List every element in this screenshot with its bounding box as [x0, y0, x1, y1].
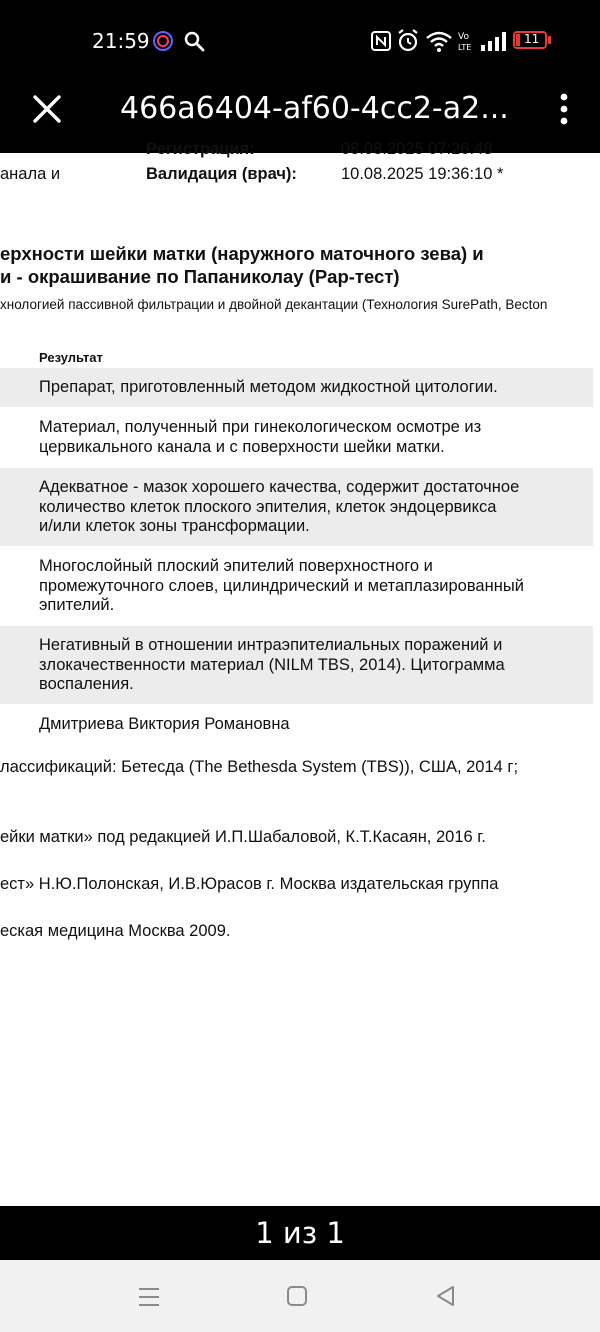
result-line: Негативный в отношении интраэпителиальных поражений и — [39, 636, 503, 654]
result-line: Адекватное - мазок хорошего качества, содержит достаточное — [39, 478, 520, 496]
document-title: 466a6404-af60-4cc2-a2... — [120, 91, 509, 126]
validation-value: 10.08.2025 19:36:10 * — [341, 165, 504, 183]
result-row — [39, 378, 584, 398]
signal-icon — [480, 28, 506, 54]
vpn-app-icon — [152, 30, 174, 52]
svg-text:Vo: Vo — [458, 32, 469, 42]
reference-line: ест» Н.Ю.Полонская, И.В.Юрасов г. Москва издательская группа — [0, 875, 499, 893]
left-fragment: анала и — [0, 165, 61, 183]
result-row — [39, 715, 584, 735]
result-line: Препарат, приготовленный методом жидкостной цитологии. — [39, 378, 498, 396]
nfc-icon — [370, 28, 392, 54]
document-page[interactable] — [0, 140, 600, 1206]
test-subtitle: хнологией пассивной фильтрации и двойной декантации (Технология SurePath, Becton — [0, 297, 548, 312]
validation-label: Валидация (врач): — [146, 165, 297, 183]
status-time: 21:59 — [92, 29, 150, 53]
result-line: воспаления. — [39, 675, 134, 693]
alarm-icon — [396, 28, 420, 54]
more-vert-icon[interactable] — [554, 92, 574, 126]
result-line: злокачественности материал (NILM TBS, 2014). Цитограмма — [39, 655, 505, 674]
result-header: Результат — [39, 350, 103, 365]
reference-line: лассификаций: Бетесда (The Bethesda System (TBS)), США, 2014 г; — [0, 758, 519, 776]
battery-icon — [513, 31, 547, 49]
svg-text:LTE: LTE — [458, 43, 472, 52]
registration-label: Регистрация: — [146, 140, 255, 158]
viewer-top-bar — [0, 80, 600, 153]
result-row — [39, 418, 584, 457]
result-line: Многослойный плоский эпителий поверхностного и — [39, 557, 433, 575]
home-icon[interactable] — [286, 1285, 308, 1307]
result-line: промежуточного слоев, цилиндрический и метаплазированный — [39, 576, 524, 595]
result-line: количество клеток плоского эпителия, клеток эндоцервикса — [39, 497, 497, 516]
close-icon[interactable] — [30, 92, 64, 126]
menu-icon[interactable] — [137, 1285, 161, 1309]
wifi-icon — [425, 28, 453, 54]
doctor-name: Дмитриева Виктория Романовна — [39, 715, 290, 733]
result-line: Материал, полученный при гинекологическом осмотре из — [39, 418, 482, 436]
status-bar — [0, 0, 600, 80]
back-icon[interactable] — [434, 1284, 456, 1308]
battery-level: 11 — [524, 32, 540, 46]
page-indicator: 1 из 1 — [0, 1206, 600, 1260]
test-title-line1: ерхности шейки матки (наружного маточного зева) и — [0, 243, 484, 264]
search-icon — [183, 30, 205, 52]
result-row — [39, 557, 584, 616]
test-title-line2: и - окрашивание по Папаниколау (Pap-тест) — [0, 266, 400, 287]
reference-line: еская медицина Москва 2009. — [0, 922, 231, 940]
volte-icon — [457, 28, 473, 54]
result-row — [39, 636, 584, 695]
result-line: эпителий. — [39, 596, 115, 614]
battery-tip — [548, 36, 551, 44]
system-nav-bar — [0, 1260, 600, 1332]
result-line: цервикального канала и с поверхности шейки матки. — [39, 437, 445, 456]
registration-value: 08.08.2025 07:26:48 — [341, 140, 493, 158]
reference-line: ейки матки» под редакцией И.П.Шабаловой, К.Т.Касаян, 2016 г. — [0, 828, 486, 846]
result-line: и/или клеток зоны трансформации. — [39, 517, 310, 535]
result-row — [39, 478, 584, 537]
